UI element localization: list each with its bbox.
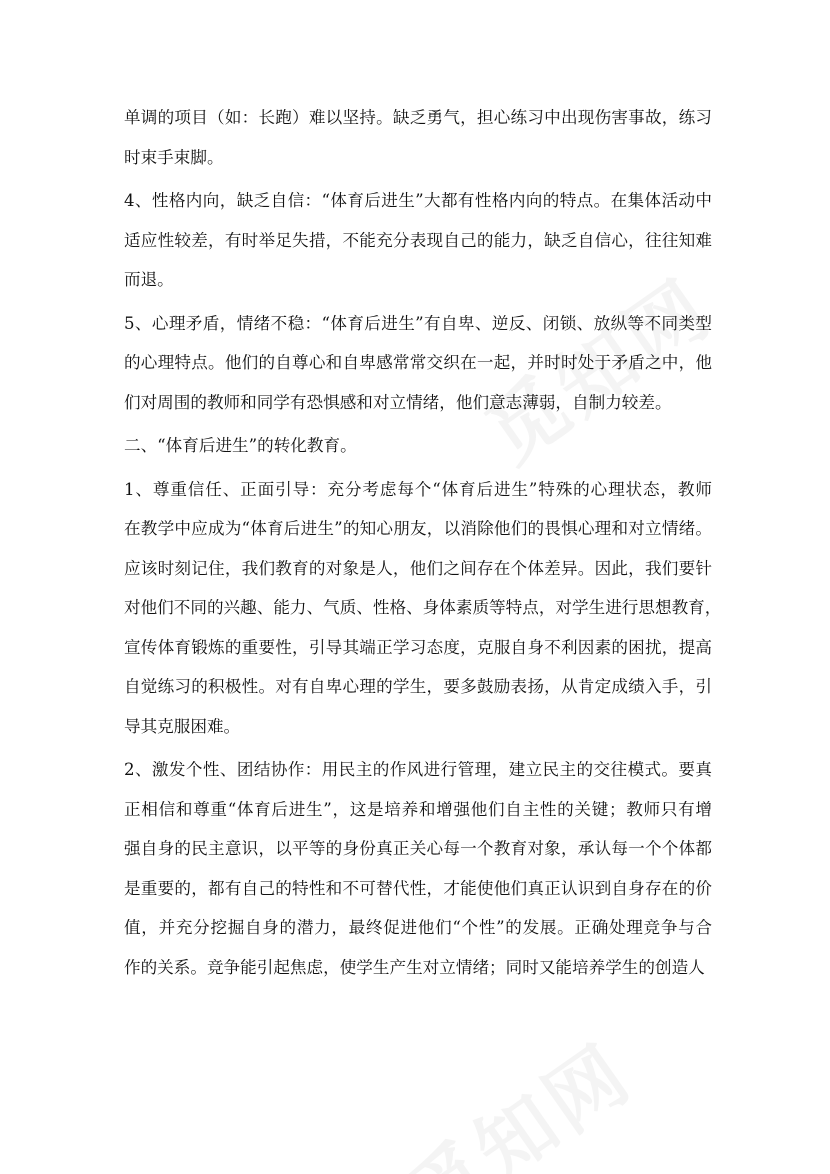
text-line: 时束手束脚。 xyxy=(124,147,224,167)
text-line: 单调的项目（如：长跑）难以坚持。缺乏勇气，担心练习中出现伤害事故，练习 xyxy=(124,108,712,127)
text-line: 适应性较差，有时举足失措，不能充分表现自己的能力，缺乏自信心，往往知难 xyxy=(124,230,712,250)
text-line: 在教学中应成为“体育后进生”的知心朋友，以消除他们的畏惧心理和对立情绪。 xyxy=(124,519,712,538)
text-line: 值，并充分挖掘自身的潜力，最终促进他们“个性”的发展。正确处理竞争与合 xyxy=(124,918,712,937)
paragraph xyxy=(124,98,712,177)
text-line: 应该时刻记住，我们教育的对象是人，他们之间存在个体差异。因此，我们要针 xyxy=(124,558,712,578)
text-line: 的心理特点。他们的自尊心和自卑感常常交织在一起，并时时处于矛盾之中，他 xyxy=(124,353,712,372)
text-line: 是重要的，都有自己的特性和不可替代性，才能使他们真正认识到自身存在的价 xyxy=(124,878,712,898)
text-line: 自觉练习的积极性。对有自卑心理的学生，要多鼓励表扬，从肯定成绩入手，引 xyxy=(124,677,712,696)
text-line: 4、性格内向，缺乏自信：“体育后进生”大都有性格内向的特点。在集体活动中 xyxy=(124,191,712,210)
text-line: 强自身的民主意识，以平等的身份真正关心每一个教育对象，承认每一个个体都 xyxy=(124,839,712,858)
text-line: 二、“体育后进生”的转化教育。 xyxy=(124,436,357,455)
paragraph xyxy=(124,304,712,423)
paragraph xyxy=(124,470,722,747)
text-line: 5、心理矛盾，情绪不稳：“体育后进生”有自卑、逆反、闭锁、放纵等不同类型 xyxy=(124,313,712,333)
paragraph xyxy=(124,181,712,300)
text-line: 们对周围的教师和同学有恐惧感和对立情绪，他们意志薄弱，自制力较差。 xyxy=(124,392,672,412)
document-body xyxy=(124,98,722,991)
paragraph xyxy=(124,750,712,987)
text-line: 正相信和尊重“体育后进生”，这是培养和增强他们自主性的关键；教师只有增 xyxy=(124,799,712,819)
text-line: 导其克服困难。 xyxy=(124,716,241,736)
text-line: 2、激发个性、团结协作：用民主的作风进行管理，建立民主的交往模式。要真 xyxy=(124,760,712,779)
text-line: 宣传体育锻炼的重要性，引导其端正学习态度，克服自身不利因素的困扰，提高 xyxy=(124,637,712,657)
text-line: 对他们不同的兴趣、能力、气质、性格、身体素质等特点，对学生进行思想教育， xyxy=(124,598,722,617)
watermark xyxy=(381,1013,652,1174)
text-line: 1、尊重信任、正面引导：充分考虑每个“体育后进生”特殊的心理状态，教师 xyxy=(124,479,712,499)
text-line: 而退。 xyxy=(124,270,174,289)
text-line: 作的关系。竞争能引起焦虑，使学生产生对立情绪；同时又能培养学生的创造人 xyxy=(124,957,705,977)
paragraph xyxy=(124,426,712,466)
